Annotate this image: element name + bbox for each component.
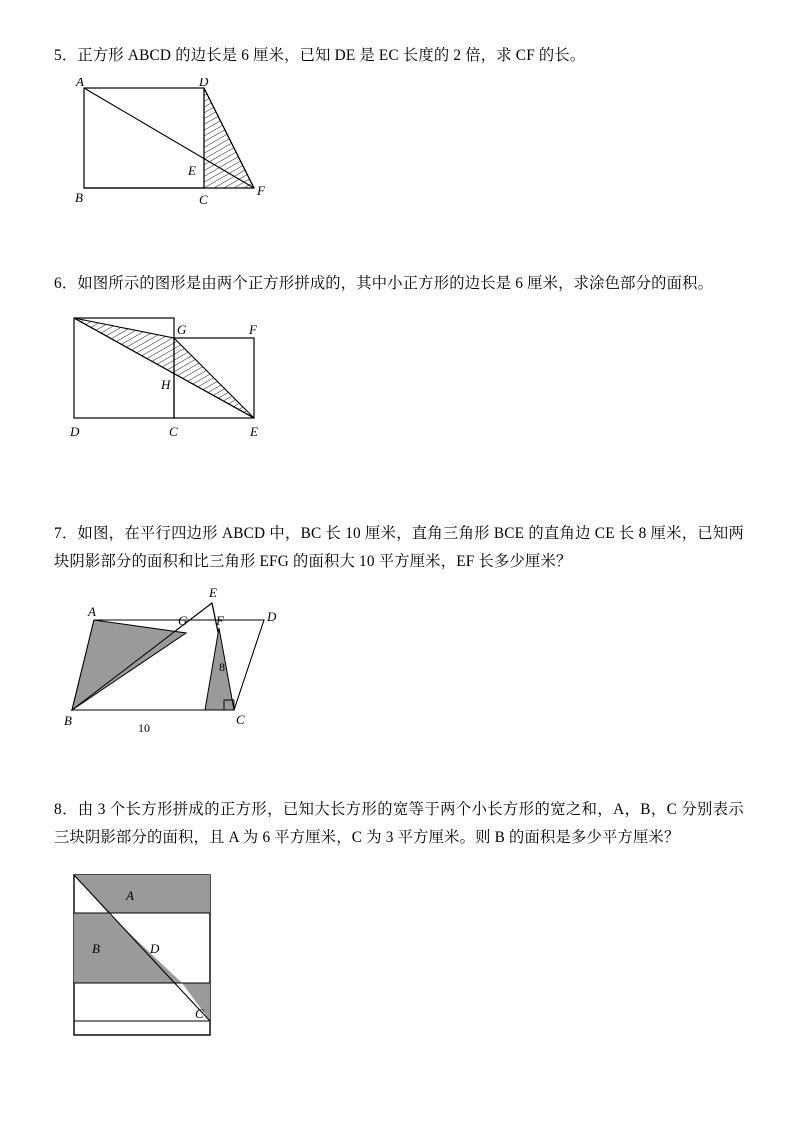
problem-7 <box>54 520 744 750</box>
problem-8-text <box>54 796 744 853</box>
problem-5-body: 正方形 ABCD 的边长是 6 厘米，已知 DE 是 EC 长度的 2 倍，求 CF 的长。 <box>77 47 586 64</box>
label-G: G <box>178 612 188 628</box>
label-C: C <box>199 192 208 208</box>
label-A: A <box>76 78 84 90</box>
two-squares-shaded-strip <box>64 308 344 453</box>
label-F: F <box>257 183 265 199</box>
problem-6-figure <box>64 308 744 458</box>
label-E: E <box>250 424 258 440</box>
label-A: A <box>88 603 96 619</box>
parallelogram-abcd-with-right-triangle-bce <box>64 585 344 745</box>
label-D: D <box>150 940 160 956</box>
problem-7-body: 如图，在平行四边形 ABCD 中，BC 长 10 厘米，直角三角形 BCE 的直角边 CE 长 8 厘米，已知两块阴影部分的面积和比三角形 EFG 的面积大 10 平方厘米，EF 长多少厘米？ <box>54 525 744 571</box>
problem-8-body: 由 3 个长方形拼成的正方形，已知大长方形的宽等于两个小长方形的宽之和，A，B，C 分别表示三块阴影部分的面积，且 A 为 6 平方厘米，C 为 3 平方厘米。则 B 的面积是多少平方厘米？ <box>54 801 744 847</box>
problem-8 <box>54 796 744 1050</box>
label-B: B <box>64 712 72 728</box>
label-F: F <box>249 322 257 338</box>
problem-5-text <box>54 42 744 70</box>
label-F: F <box>216 612 224 628</box>
problem-5 <box>54 42 744 223</box>
problem-7-number: 7． <box>54 525 78 542</box>
label-C: C <box>195 1005 204 1021</box>
problem-7-figure <box>64 585 744 750</box>
problem-7-text <box>54 520 744 577</box>
label-C: C <box>169 424 178 440</box>
problem-8-figure <box>64 865 744 1050</box>
label-G: G <box>177 322 187 338</box>
label-D: D <box>267 608 277 624</box>
label-D: D <box>70 424 80 440</box>
problem-5-figure <box>64 78 744 223</box>
problem-6 <box>54 270 744 458</box>
square-abcd-with-triangle-def <box>64 78 324 218</box>
label-E: E <box>188 163 196 179</box>
label-B: B <box>75 190 83 206</box>
label-D: D <box>199 78 209 90</box>
label-C: C <box>236 711 245 727</box>
label-H: H <box>161 377 171 393</box>
measure-bc: 10 <box>138 720 150 735</box>
label-A: A <box>126 887 134 903</box>
label-B: B <box>92 940 100 956</box>
square-of-three-rectangles-shaded <box>64 865 324 1045</box>
measure-ce: 8 <box>219 659 225 674</box>
problem-6-text <box>54 270 744 298</box>
problem-8-number: 8． <box>54 801 78 818</box>
problem-6-number: 6． <box>54 275 78 292</box>
problem-6-body: 如图所示的图形是由两个正方形拼成的，其中小正方形的边长是 6 厘米，求涂色部分的面积。 <box>77 275 714 292</box>
label-E: E <box>209 584 217 600</box>
problem-5-number: 5． <box>54 47 78 64</box>
